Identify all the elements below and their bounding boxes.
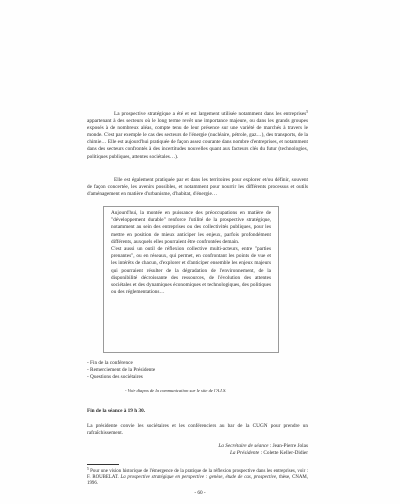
- paragraph-intro-rest: appartenant à des secteurs où le long terme revêt une importance majeure, ou dans les grands groupes exposés à de nombreux aléas, compte tenu de leur présence sur une variété de marchés à travers le monde. C'est par exemple le cas des secteurs de l'énergie (nucléaire, pétrole, gaz…), des transports, de la chimie… Elle est aujourd'hui pratiquée de façon assez courante dans nombre d'entreprises, et notamment dans des secteurs confrontés à des incertitudes nouvelles quant aux facteurs clés du futur (technologies, politiques publiques, attentes sociétales…).: [87, 118, 308, 160]
- diaporama-note: - Voir diapos de la communication sur le site de l'A.I.S.: [125, 388, 227, 393]
- secretary-name: : Jean-Pierre Jolas: [268, 443, 308, 449]
- paragraph-territories: Elle est également pratiquée par et dans les territoires pour explorer et/ou définir, souvent de façon concertée, les avenirs possibles, et notamment pour nourrir les différents processus et outils d'aménagement en matière d'urbanisme, d'habitat, d'énergie…: [87, 177, 308, 198]
- signature-secretary: [150, 443, 308, 450]
- footnote-number: 5: [87, 467, 89, 472]
- president-label: La Présidente: [229, 450, 260, 457]
- footnote-divider: [87, 464, 119, 465]
- page-number: - 60 -: [194, 490, 206, 496]
- quote-box: [103, 206, 279, 353]
- president-name: : Colette Keller-Didier: [259, 450, 308, 457]
- quote-paragraph-1: Aujourd'hui, la montée en puissance des préoccupations en matière de "développement durable" renforce l'utilité de la prospective stratégique, notamment au sein des entreprises ou des collectivités publiques, pour les mettre en position de mieux anticiper les enjeux, parfois profondément différents, auxquels elles pourraient être confrontées demain.: [111, 210, 271, 245]
- footnote-text: Pour une vision historique de l'émergence de la pratique de la réflexion prospective dans les entreprises, voir : F. ROUBELAT.: [87, 469, 308, 481]
- list-item: - Fin de la conférence: [87, 360, 133, 366]
- section-heading: Fin de la séance à 19 h 30.: [87, 408, 146, 414]
- footnote-ref: 5: [306, 110, 308, 115]
- secretary-label: La Secrétaire de séance: [218, 443, 269, 449]
- closing-paragraph: La présidente convie les sociétaires et les conférenciers au bar de la CUGN pour prendre un rafraîchissement.: [87, 423, 308, 437]
- paragraph-intro: [87, 111, 308, 161]
- list-item: - Remerciement de la Présidente: [87, 367, 156, 374]
- agenda-list: [87, 360, 287, 381]
- list-item: - Questions des sociétaires: [87, 374, 143, 381]
- footnote: [87, 469, 308, 488]
- signature-block: [150, 443, 308, 457]
- footnote-title: La prospective stratégique en perspective : genèse, étude de cas, prospective: [120, 475, 277, 481]
- signature-president: [150, 450, 308, 457]
- paragraph-intro-text: La prospective stratégique a été et est largement utilisée notamment dans les entreprises: [114, 111, 307, 117]
- quote-paragraph-2: C'est aussi un outil de réflexion collective multi-acteurs, entre "parties prenantes", ou en réseaux, qui permet, en confrontant les points de vue et les intérêts de chacun, d'explorer et d'anticiper ensemble les enjeux majeurs qui pourraient résulter de la dégradation de l'environnement, de la disponibilité décroissante des ressources, de l'évolution des attentes sociétales et des dynamiques économiques et technologiques, des politiques ou des réglementations…: [111, 246, 271, 296]
- footnote-tail: , thèse, CNAM, 1996.: [87, 475, 309, 487]
